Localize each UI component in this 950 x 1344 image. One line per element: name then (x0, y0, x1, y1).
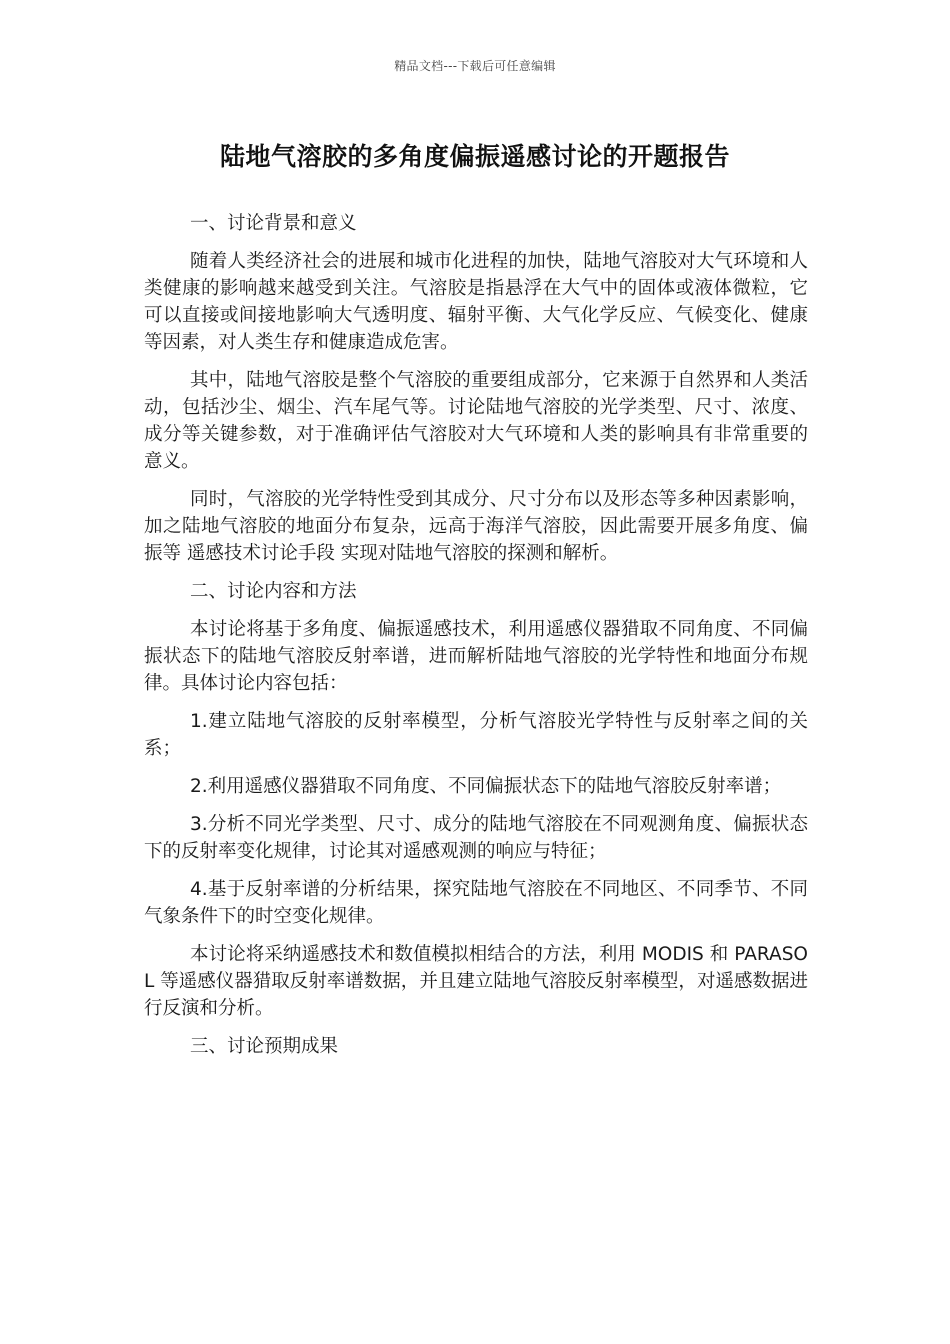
section-heading-background: 一、讨论背景和意义 (190, 213, 357, 234)
list-item: 4.基于反射率谱的分析结果，探究陆地气溶胶在不同地区、不同季节、不同气象条件下的时空变化规律。 (144, 879, 808, 927)
paragraph: 其中，陆地气溶胶是整个气溶胶的重要组成部分，它来源于自然界和人类活动，包括沙尘、烟尘、汽车尾气等。讨论陆地气溶胶的光学类型、尺寸、浓度、成分等关键参数，对于准确评估气溶胶对大气环境和人类的影响具有非常重要的意义。 (144, 370, 808, 472)
paragraph: 随着人类经济社会的进展和城市化进程的加快，陆地气溶胶对大气环境和人类健康的影响越来越受到关注。气溶胶是指悬浮在大气中的固体或液体微粒，它可以直接或间接地影响大气透明度、辐射平衡、大气化学反应、气候变化、健康等因素，对人类生存和健康造成危害。 (144, 251, 808, 353)
paragraph: 本讨论将基于多角度、偏振遥感技术，利用遥感仪器猎取不同角度、不同偏振状态下的陆地气溶胶反射率谱，进而解析陆地气溶胶的光学特性和地面分布规律。具体讨论内容包括： (144, 619, 808, 694)
list-item: 2.利用遥感仪器猎取不同角度、不同偏振状态下的陆地气溶胶反射率谱； (190, 776, 782, 797)
section-heading-content-method: 二、讨论内容和方法 (190, 581, 357, 602)
list-item: 1.建立陆地气溶胶的反射率模型，分析气溶胶光学特性与反射率之间的关系； (144, 711, 808, 759)
paragraph: 同时，气溶胶的光学特性受到其成分、尺寸分布以及形态等多种因素影响，加之陆地气溶胶的地面分布复杂，远高于海洋气溶胶，因此需要开展多角度、偏振等 遥感技术讨论手段 实现对陆地气溶胶的探测和解析。 (144, 489, 808, 564)
list-item: 3.分析不同光学类型、尺寸、成分的陆地气溶胶在不同观测角度、偏振状态下的反射率变化规律，讨论其对遥感观测的响应与特征； (144, 814, 808, 862)
section-heading-expected-results: 三、讨论预期成果 (190, 1036, 339, 1057)
page-header-watermark: 精品文档---下载后可任意编辑 (394, 59, 556, 73)
document-body (144, 210, 808, 1071)
document-title: 陆地气溶胶的多角度偏振遥感讨论的开题报告 (219, 142, 730, 171)
paragraph: 本讨论将采纳遥感技术和数值模拟相结合的方法，利用 MODIS 和 PARASOL 等遥感仪器猎取反射率谱数据，并且建立陆地气溶胶反射率模型，对遥感数据进行反演和分析。 (144, 944, 808, 1019)
